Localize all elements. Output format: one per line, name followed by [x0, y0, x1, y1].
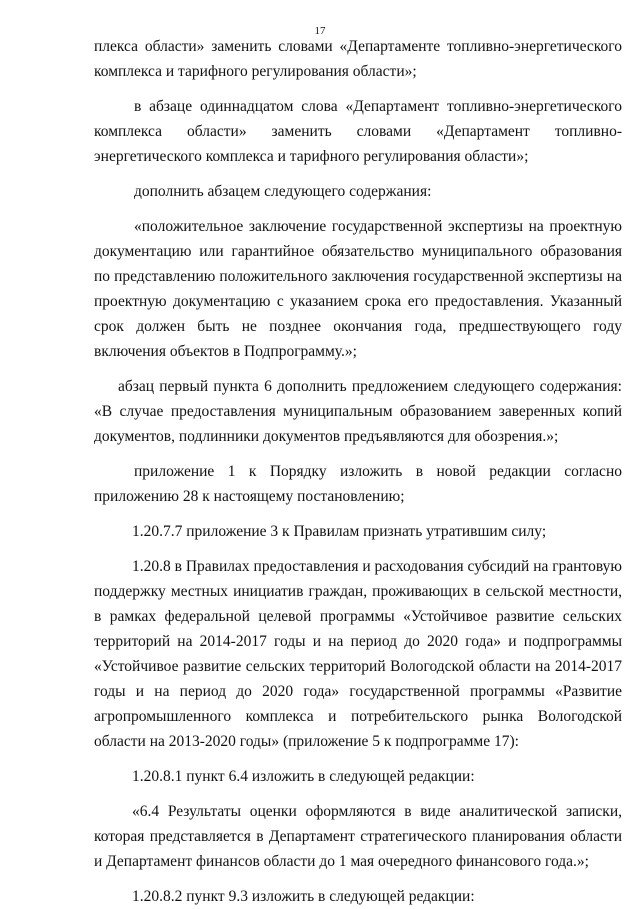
paragraph-continuation: плекса области» заменить словами «Департаменте топливно-энергетического комплекса и тарифного регулирования области»; — [94, 38, 622, 80]
paragraph-add-abzac: дополнить абзацем следующего содержания: — [134, 183, 432, 200]
paragraph-1-20-8: 1.20.8 в Правилах предоставления и расходования субсидий на грантовую поддержку местных инициатив граждан, проживающих в сельской местности, в рамках федеральной целевой программы «Устойчивое развитие сельских территорий на 2014-2017 годы и на период до 2020 года» и подпрограммы «Устойчивое развитие сельских территорий Вологодской области на 2014-2017 годы и на период до 2020 года» государственной программы «Развитие агропромышленного комплекса и потребительского рынка Вологодской области на 2013-2020 годы» (приложение 5 к подпрограмме 17): — [94, 558, 622, 750]
paragraph-quoted-expertise: «положительное заключение государственной экспертизы на проектную документацию или гарантийное обязательство муниципального образования по представлению положительного заключения государственной экспертизы на проектную документацию с указанием срока его предоставления. Указанный срок должен быть не позднее окончания года, предшествующего году включения объектов в Подпрограмму.»; — [94, 218, 622, 360]
paragraph-eleventh-abzac: в абзаце одиннадцатом слова «Департамент топливно-энергетического комплекса области» заменить словами «Департамент топливно-энергетического комплекса и тарифного регулирования области»; — [94, 98, 622, 165]
paragraph-point-6: абзац первый пункта 6 дополнить предложением следующего содержания: «В случае предоставления муниципальным образованием заверенных копий документов, подлинники документов предъявляются для обозрения.»; — [94, 378, 622, 445]
paragraph-1-20-8-1: 1.20.8.1 пункт 6.4 изложить в следующей редакции: — [132, 768, 475, 785]
paragraph-1-20-7-7: 1.20.7.7 приложение 3 к Правилам признать утратившим силу; — [132, 523, 547, 540]
page-number: 17 — [314, 25, 326, 37]
paragraph-appendix-1: приложение 1 к Порядку изложить в новой редакции согласно приложению 28 к настоящему постановлению; — [94, 463, 622, 505]
paragraph-1-20-8-2: 1.20.8.2 пункт 9.3 изложить в следующей редакции: — [132, 888, 475, 905]
paragraph-quoted-6-4: «6.4 Результаты оценки оформляются в виде аналитической записки, которая представляется в Департамент стратегического планирования области и Департамент финансов области до 1 мая очередного финансового года.»; — [94, 803, 622, 870]
document-body — [94, 34, 622, 909]
